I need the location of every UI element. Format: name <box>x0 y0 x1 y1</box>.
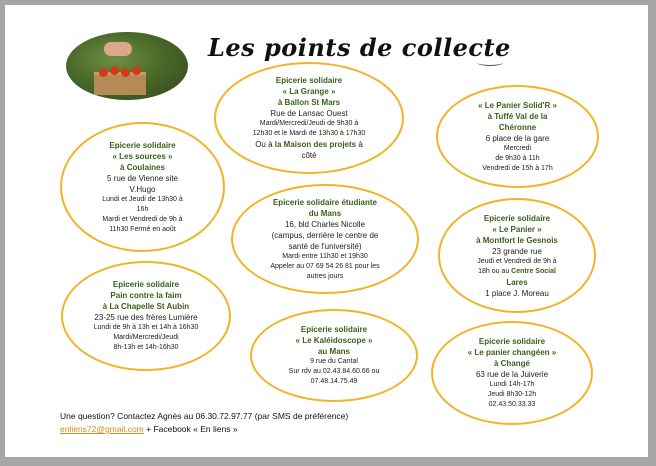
site-address: 6 place de la gare <box>485 133 550 143</box>
site-alt <box>478 267 556 277</box>
site-town: à Coulaines <box>120 162 165 172</box>
site-sources <box>60 122 225 252</box>
site-name: Epicerie solidaire étudiante <box>272 197 378 207</box>
site-hours: 07.48.14.75.49 <box>310 378 358 385</box>
site-hours: Vendredi de 15h à 17h <box>482 164 553 172</box>
site-address: 23-25 rue des frères Lumière <box>94 313 198 322</box>
site-hours: Lundi et Jeudi de 13h30 à <box>102 195 183 203</box>
site-type: Epicerie solidaire <box>275 76 343 85</box>
site-hours: Appeler au 07 69 54 26 81 pour les <box>270 262 380 270</box>
site-panier-solidr <box>436 85 599 188</box>
site-alt-end: côté <box>301 151 317 160</box>
site-hours: Mardi/Mercredi/Jeudi de 9h30 à <box>259 120 359 127</box>
site-hours: de 9h30 à 11h <box>495 154 540 162</box>
site-type: Epicerie solidaire <box>300 325 368 334</box>
tomato-icon <box>132 66 141 75</box>
site-change <box>431 321 593 425</box>
hand-shape <box>104 42 132 56</box>
site-hours: Mardi et Vendredi de 9h à <box>102 215 183 223</box>
site-town: à Montfort le Gesnois <box>476 235 558 245</box>
site-hours: 8h-13h et 14h-16h30 <box>113 344 179 351</box>
site-name: « Le Panier Solid'R » <box>478 100 557 110</box>
page-title: Les points de collecte <box>208 33 511 62</box>
site-address: V.Hugo <box>129 184 156 194</box>
site-hours: Lundi de 9h à 13h et 14h à 16h30 <box>93 324 199 331</box>
site-hours: Mardi/Mercredi/Jeudi <box>113 334 179 341</box>
site-name: Pain contre la faim <box>110 291 182 300</box>
site-type: Epicerie solidaire <box>483 213 551 223</box>
site-name: « La Grange » <box>282 87 336 96</box>
site-montfort <box>438 198 596 313</box>
site-alt-place: Centre Social <box>511 267 556 275</box>
flyer-page <box>5 5 648 457</box>
site-alt-place: la Maison des projets <box>274 140 357 149</box>
site-alt-prefix: Ou à <box>255 140 275 149</box>
site-address: 23 grande rue <box>492 246 542 256</box>
tomato-icon <box>110 66 119 75</box>
site-name: « Les sources » <box>112 151 173 161</box>
site-hours: Jeudi et Vendredi de 9h à <box>477 257 557 265</box>
site-hours: autres jours <box>306 272 344 280</box>
site-chapelle <box>61 261 231 371</box>
site-hours: Mardi entre 11h30 et 19h30 <box>282 252 368 260</box>
site-address: 16, bld Charles Nicolle <box>284 219 366 229</box>
site-address: 63 rue de la Juiverie <box>475 370 549 379</box>
tomato-icon <box>121 68 130 77</box>
site-name: « Le panier changéen » <box>467 348 557 357</box>
site-address: 5 rue de Vienne site <box>106 173 178 183</box>
site-etudiante <box>231 184 419 294</box>
site-town: à Changé <box>493 359 530 368</box>
site-alt-prefix: 18h ou au <box>478 267 512 275</box>
site-hours: 11h30 Fermé en août <box>109 225 176 233</box>
contact-footer <box>60 410 348 436</box>
site-hours: Jeudi 8h30-12h <box>487 391 537 398</box>
site-hours: Mercredi <box>503 144 532 152</box>
site-hours: Sur rdv au 02.43.84.60.66 ou <box>288 368 380 375</box>
site-type: Epicerie solidaire <box>478 337 546 346</box>
site-type: Epicerie solidaire <box>109 140 176 150</box>
site-hours: Lundi 14h-17h <box>489 381 535 388</box>
site-town: à La Chapelle St Aubin <box>102 302 190 311</box>
site-hours: 12h30 et le Mardi de 13h30 à 17h30 <box>252 130 366 137</box>
site-name: « Le Panier » <box>492 224 542 234</box>
site-address: (campus, derrière le centre de <box>271 230 379 240</box>
site-town: au Mans <box>317 347 350 356</box>
tomato-icon <box>99 68 108 77</box>
title-swish <box>477 59 503 66</box>
site-type: Epicerie solidaire <box>112 280 180 289</box>
site-hours: 16h <box>136 205 149 213</box>
site-address: santé de l'université) <box>288 241 362 251</box>
contact-line: Une question? Contactez Agnès au 06.30.72.97.77 (par SMS de préférence) <box>60 411 349 421</box>
site-address: 9 rue du Cantal <box>310 358 358 365</box>
vegetables-photo <box>66 32 188 100</box>
site-town: à Tuffé Val de la <box>487 111 548 121</box>
site-alt-place: Lares <box>506 277 528 287</box>
site-name: « Le Kaléidoscope » <box>295 336 373 345</box>
site-kaleidoscope <box>250 309 418 402</box>
site-address: 1 place J. Moreau <box>485 288 549 298</box>
email-link[interactable]: enliens72@gmail.com <box>60 424 144 434</box>
site-town: du Mans <box>308 208 342 218</box>
site-phone: 02.43.50.33.33 <box>488 401 536 408</box>
site-alt-suffix: à <box>356 140 363 149</box>
site-town: à Ballon St Mars <box>277 98 341 107</box>
site-alt <box>255 139 363 150</box>
site-grange <box>214 62 404 174</box>
site-address: Rue de Lansac Ouest <box>270 109 348 118</box>
site-town: Chéronne <box>498 122 537 132</box>
facebook-text: + Facebook « En liens » <box>143 424 238 434</box>
